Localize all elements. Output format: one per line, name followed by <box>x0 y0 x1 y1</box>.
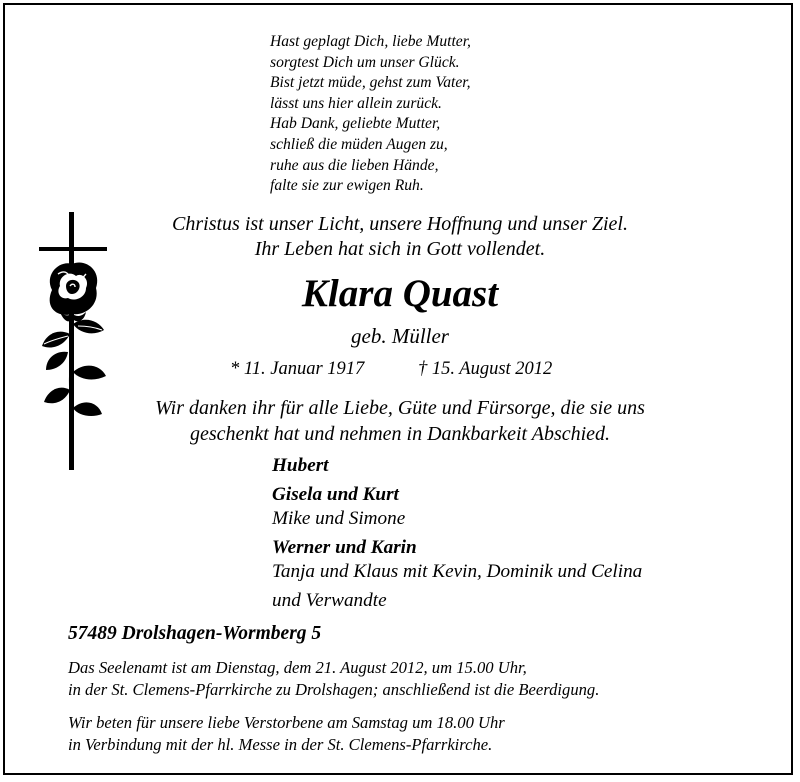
poem-line: Hab Dank, geliebte Mutter, <box>270 115 441 133</box>
poem-line: schließ die müden Augen zu, <box>270 135 448 153</box>
family-member: Gisela und Kurt <box>272 483 399 505</box>
birth-date: * 11. Januar 1917 <box>230 359 365 379</box>
family-children: Tanja und Klaus mit Kevin, Dominik und Celina <box>272 561 643 582</box>
relatives: und Verwandte <box>272 590 387 611</box>
poem-line: ruhe aus die lieben Hände, <box>270 156 439 174</box>
deceased-name: Klara Quast <box>301 272 499 315</box>
poem-line: Bist jetzt müde, gehst zum Vater, <box>270 74 471 92</box>
family-member: Werner und Karin <box>272 536 417 558</box>
prayer-notice <box>68 712 505 755</box>
thanks-line: Wir danken ihr für alle Liebe, Güte und Fürsorge, die sie uns <box>155 397 645 419</box>
maiden-name: geb. Müller <box>351 324 449 348</box>
poem-line: falte sie zur ewigen Ruh. <box>270 177 424 195</box>
motto <box>0 212 800 261</box>
motto-line: Christus ist unser Licht, unsere Hoffnung und unser Ziel. <box>172 213 628 235</box>
motto-line: Ihr Leben hat sich in Gott vollendet. <box>254 237 546 260</box>
poem <box>270 32 471 197</box>
funeral-notice-line: Das Seelenamt ist am Dienstag, dem 21. August 2012, um 15.00 Uhr, <box>68 658 527 677</box>
thanks-text <box>0 396 800 447</box>
funeral-notice <box>68 657 599 700</box>
family-list <box>272 454 642 585</box>
death-date: † 15. August 2012 <box>418 359 553 379</box>
poem-line: Hast geplagt Dich, liebe Mutter, <box>270 33 471 50</box>
prayer-notice-line: Wir beten für unsere liebe Verstorbene am Samstag um 18.00 Uhr <box>68 713 505 732</box>
thanks-line: geschenkt hat und nehmen in Dankbarkeit Abschied. <box>189 422 611 445</box>
prayer-notice-line: in Verbindung mit der hl. Messe in der St. Clemens-Pfarrkirche. <box>68 734 493 754</box>
address: 57489 Drolshagen-Wormberg 5 <box>68 623 322 644</box>
family-member: Hubert <box>272 455 329 476</box>
poem-line: sorgtest Dich um unser Glück. <box>270 53 460 71</box>
poem-line: lässt uns hier allein zurück. <box>270 94 442 112</box>
funeral-notice-line: in der St. Clemens-Pfarrkirche zu Drolshagen; anschließend ist die Beerdigung. <box>68 679 600 699</box>
family-children: Mike und Simone <box>272 508 406 529</box>
